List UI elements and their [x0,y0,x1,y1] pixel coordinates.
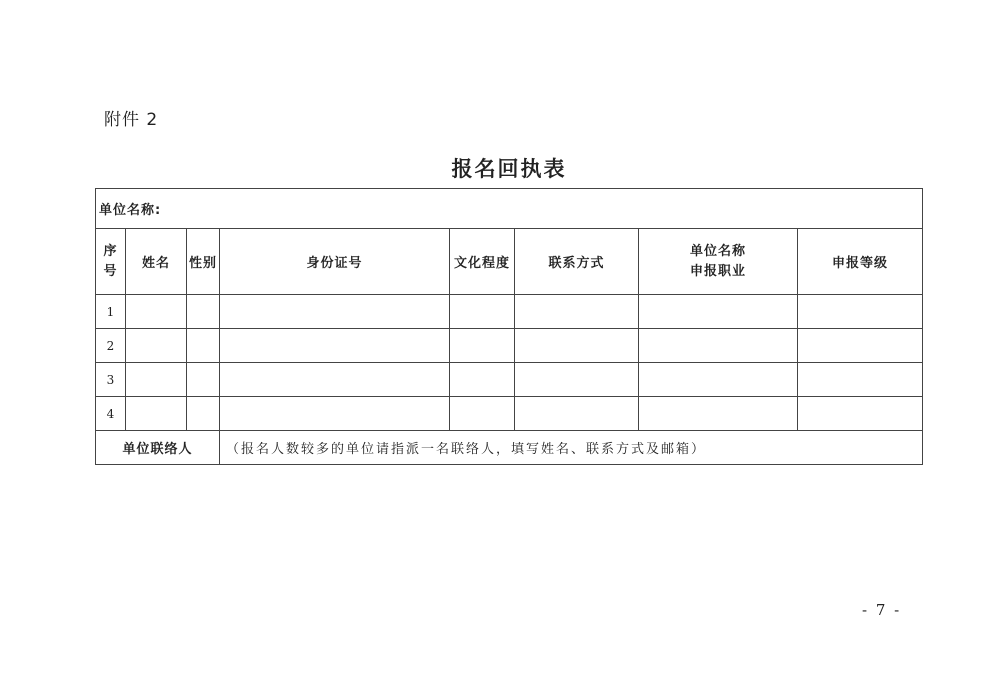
header-gender: 性别 [187,229,220,295]
contact-person-label: 单位联络人 [96,431,220,465]
unit-job-cell[interactable] [639,363,798,397]
level-cell[interactable] [798,295,923,329]
unit-name-label: 单位名称: [96,189,923,229]
gender-cell[interactable] [187,295,220,329]
row-number: 2 [96,329,126,363]
id-number-cell[interactable] [220,329,450,363]
page-number: - 7 - [862,601,902,619]
education-cell[interactable] [450,329,515,363]
education-cell[interactable] [450,363,515,397]
attachment-label: 附件 2 [104,110,159,130]
header-contact: 联系方式 [515,229,639,295]
header-row [96,229,923,295]
education-cell[interactable] [450,397,515,431]
contact-cell[interactable] [515,295,639,329]
unit-job-cell[interactable] [639,329,798,363]
id-number-cell[interactable] [220,363,450,397]
table-row [96,397,923,431]
gender-cell[interactable] [187,397,220,431]
contact-person-note[interactable]: （报名人数较多的单位请指派一名联络人，填写姓名、联系方式及邮箱） [220,431,923,465]
contact-person-row [96,431,923,465]
unit-job-cell[interactable] [639,295,798,329]
header-seq-line-2: 号 [103,263,118,279]
header-seq-line-1: 序 [103,243,118,259]
form-title: 报名回执表 [451,156,567,181]
table-row [96,295,923,329]
name-cell[interactable] [126,329,187,363]
header-seq [96,229,126,295]
name-cell[interactable] [126,397,187,431]
table-row [96,329,923,363]
name-cell[interactable] [126,295,187,329]
header-education: 文化程度 [450,229,515,295]
row-number: 1 [96,295,126,329]
unit-name-row [96,189,923,229]
row-number: 4 [96,397,126,431]
level-cell[interactable] [798,363,923,397]
name-cell[interactable] [126,363,187,397]
level-cell[interactable] [798,329,923,363]
contact-cell[interactable] [515,363,639,397]
table-row [96,363,923,397]
header-unit-job [639,229,798,295]
header-unit-job-line-2: 申报职业 [689,263,746,279]
row-number: 3 [96,363,126,397]
id-number-cell[interactable] [220,295,450,329]
header-level: 申报等级 [798,229,923,295]
gender-cell[interactable] [187,329,220,363]
level-cell[interactable] [798,397,923,431]
education-cell[interactable] [450,295,515,329]
gender-cell[interactable] [187,363,220,397]
registration-receipt-table [95,188,923,465]
unit-job-cell[interactable] [639,397,798,431]
contact-cell[interactable] [515,329,639,363]
header-name: 姓名 [126,229,187,295]
contact-cell[interactable] [515,397,639,431]
header-unit-job-line-1: 单位名称 [689,243,746,259]
id-number-cell[interactable] [220,397,450,431]
header-id-number: 身份证号 [220,229,450,295]
